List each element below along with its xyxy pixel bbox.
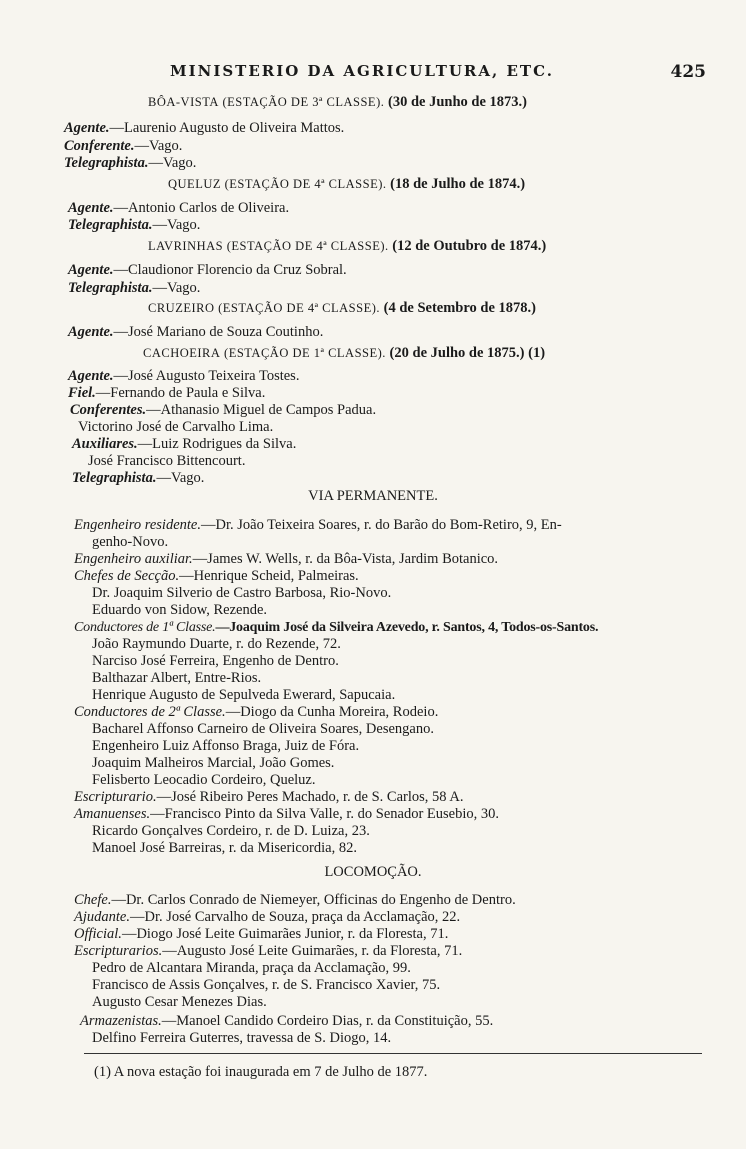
entry-line: Manoel José Barreiras, r. da Misericordia, 82. xyxy=(92,840,357,856)
entry-line: Armazenistas.—Manoel Candido Cordeiro Dias, r. da Constituição, 55. xyxy=(80,1013,494,1029)
entry-line: Escripturario.—José Ribeiro Peres Machado, r. de S. Carlos, 58 A. xyxy=(74,789,464,805)
section-heading: VIA PERMANENTE. xyxy=(308,488,438,504)
entry-line: Telegraphista.—Vago. xyxy=(72,470,205,486)
footnote-ref: (1) xyxy=(528,345,546,361)
entry-line: Auxiliares.—Luiz Rodrigues da Silva. xyxy=(72,436,297,452)
entry-line: Escripturarios.—Augusto José Leite Guimarães, r. da Floresta, 71. xyxy=(74,943,463,959)
station-name: BÔA-VISTA xyxy=(148,95,219,109)
entry-line: Official.—Diogo José Leite Guimarães Junior, r. da Floresta, 71. xyxy=(74,926,449,942)
footnote: (1) A nova estação foi inaugurada em 7 de Julho de 1877. xyxy=(94,1064,428,1080)
station-class: (ESTAÇÃO DE 4ª CLASSE). xyxy=(226,239,389,253)
entry-line: Bacharel Affonso Carneiro de Oliveira Soares, Desengano. xyxy=(92,721,434,737)
entry-line: Chefes de Secção.—Henrique Scheid, Palmeiras. xyxy=(74,568,359,584)
station-date: (12 de Outubro de 1874.) xyxy=(392,238,547,254)
station-date: (18 de Julho de 1874.) xyxy=(390,176,526,192)
entry-line: Henrique Augusto de Sepulveda Ewerard, Sapucaia. xyxy=(92,687,396,703)
station-heading xyxy=(168,176,525,193)
station-class: (ESTAÇÃO DE 3ª CLASSE). xyxy=(222,95,385,109)
entry-line: Chefe.—Dr. Carlos Conrado de Niemeyer, Officinas do Engenho de Dentro. xyxy=(74,892,516,908)
station-name: QUELUZ xyxy=(168,177,221,191)
page-number: 425 xyxy=(670,62,706,82)
entry-line: Engenheiro residente.—Dr. João Teixeira Soares, r. do Barão do Bom-Retiro, 9, En- xyxy=(74,517,562,533)
station-date: (30 de Junho de 1873.) xyxy=(387,94,527,110)
entry-line: Conductores de 2ª Classe.—Diogo da Cunha Moreira, Rodeio. xyxy=(74,704,439,720)
station-class: (ESTAÇÃO DE 4ª CLASSE). xyxy=(224,177,387,191)
running-title: MINISTERIO DA AGRICULTURA, ETC. xyxy=(170,62,554,80)
entry-line: Narciso José Ferreira, Engenho de Dentro. xyxy=(92,653,339,669)
station-heading xyxy=(148,94,527,111)
entry-line: Dr. Joaquim Silverio de Castro Barbosa, Rio-Novo. xyxy=(92,585,392,601)
entry-line: Ajudante.—Dr. José Carvalho de Souza, praça da Acclamação, 22. xyxy=(74,909,461,925)
entry-line: Agente.—Claudionor Florencio da Cruz Sobral. xyxy=(68,262,347,278)
station-heading xyxy=(148,238,546,255)
entry-line: Telegraphista.—Vago. xyxy=(68,280,201,296)
entry-line: Telegraphista.—Vago. xyxy=(68,217,201,233)
station-class: (ESTAÇÃO DE 1ª CLASSE). xyxy=(224,346,386,360)
station-heading xyxy=(148,300,536,317)
entry-line: Fiel.—Fernando de Paula e Silva. xyxy=(68,385,266,401)
entry-line: Telegraphista.—Vago. xyxy=(64,155,197,171)
entry-line: Engenheiro auxiliar.—James W. Wells, r. da Bôa-Vista, Jardim Botanico. xyxy=(74,551,499,567)
entry-line: Balthazar Albert, Entre-Rios. xyxy=(92,670,262,686)
entry-line: Amanuenses.—Francisco Pinto da Silva Valle, r. do Senador Eusebio, 30. xyxy=(74,806,500,822)
entry-line: Pedro de Alcantara Miranda, praça da Acclamação, 99. xyxy=(92,960,411,976)
entry-line: Conferentes.—Athanasio Miguel de Campos Padua. xyxy=(70,402,377,418)
entry-line: Francisco de Assis Gonçalves, r. de S. Francisco Xavier, 75. xyxy=(92,977,441,993)
entry-line: Agente.—José Augusto Teixeira Tostes. xyxy=(68,368,300,384)
station-date: (4 de Setembro de 1878.) xyxy=(383,300,536,316)
entry-line: Agente.—José Mariano de Souza Coutinho. xyxy=(68,324,324,340)
entry-line: genho-Novo. xyxy=(92,534,169,550)
entry-line: José Francisco Bittencourt. xyxy=(88,453,246,469)
entry-line: João Raymundo Duarte, r. do Rezende, 72. xyxy=(92,636,341,652)
entry-line: Delfino Ferreira Guterres, travessa de S. Diogo, 14. xyxy=(92,1030,392,1046)
station-date: (20 de Julho de 1875.) xyxy=(389,345,525,361)
entry-line: Augusto Cesar Menezes Dias. xyxy=(92,994,267,1010)
footnote-rule xyxy=(84,1053,702,1054)
station-name: CRUZEIRO xyxy=(148,301,215,315)
entry-line: Agente.—Antonio Carlos de Oliveira. xyxy=(68,200,290,216)
section-heading: LOCOMOÇÃO. xyxy=(324,864,422,880)
station-class: (ESTAÇÃO DE 4ª CLASSE). xyxy=(218,301,380,315)
entry-line: Agente.—Laurenio Augusto de Oliveira Mattos. xyxy=(64,120,345,136)
entry-line: Eduardo von Sidow, Rezende. xyxy=(92,602,268,618)
station-name: LAVRINHAS xyxy=(148,239,224,253)
entry-line: Victorino José de Carvalho Lima. xyxy=(78,419,274,435)
station-heading xyxy=(143,345,545,362)
entry-line: Joaquim Malheiros Marcial, João Gomes. xyxy=(92,755,335,771)
entry-line: Ricardo Gonçalves Cordeiro, r. de D. Luiza, 23. xyxy=(92,823,370,839)
entry-line: Felisberto Leocadio Cordeiro, Queluz. xyxy=(92,772,316,788)
entry-line: Conferente.—Vago. xyxy=(64,138,183,154)
entry-line: Engenheiro Luiz Affonso Braga, Juiz de Fóra. xyxy=(92,738,360,754)
station-name: CACHOEIRA xyxy=(143,346,221,360)
entry-line: Conductores de 1ª Classe.—Joaquim José da Silveira Azevedo, r. Santos, 4, Todos-os-Santos. xyxy=(74,620,599,635)
